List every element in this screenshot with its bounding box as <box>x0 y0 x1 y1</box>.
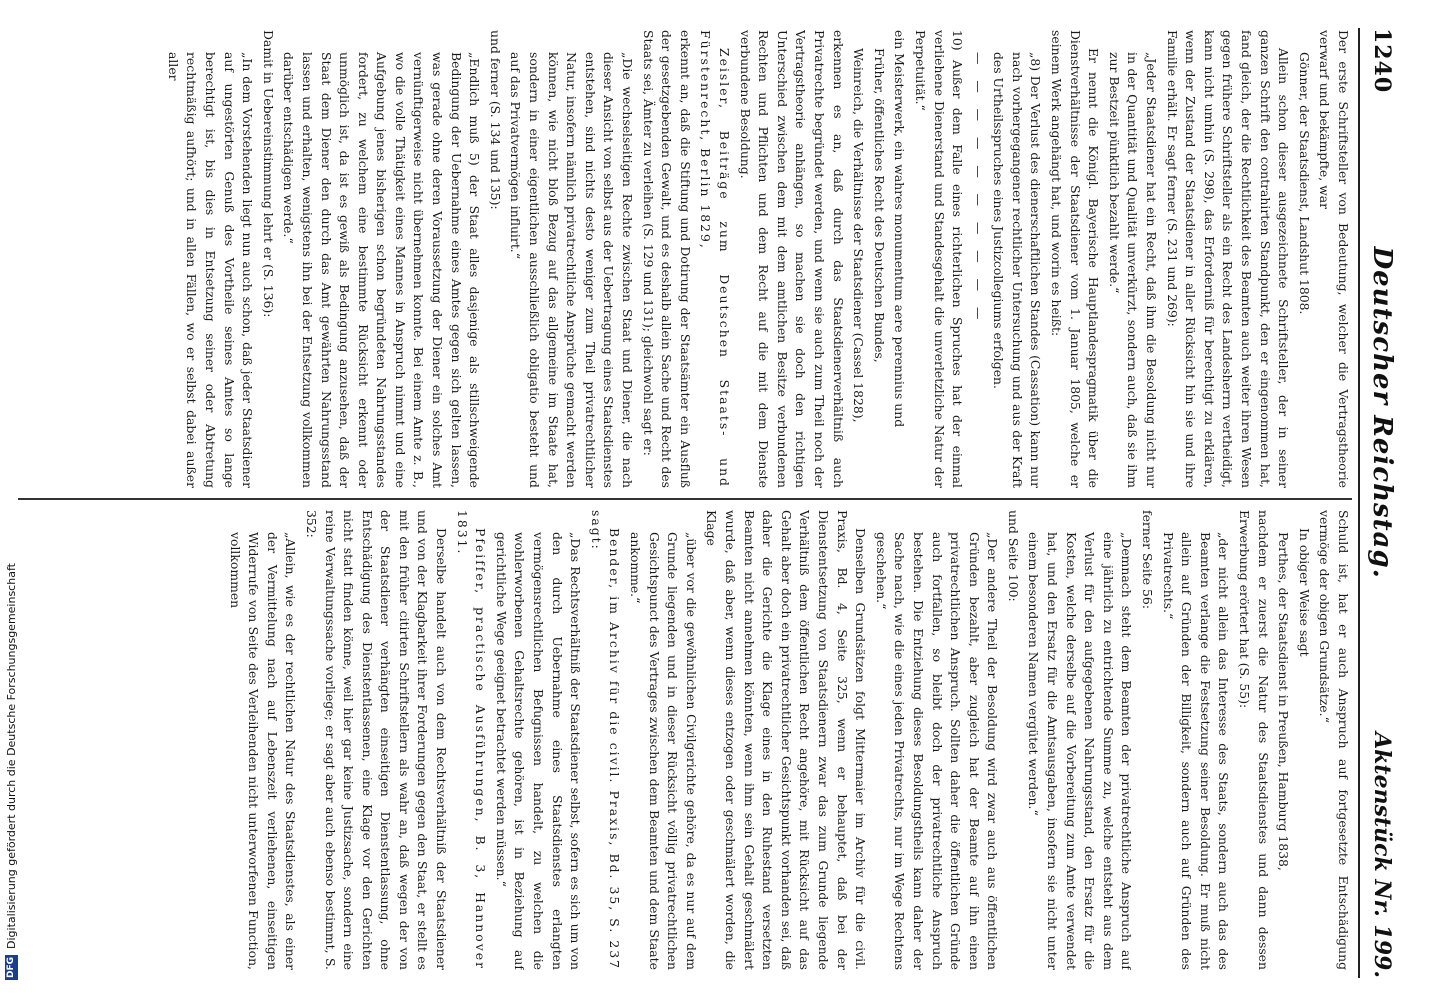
paragraph: Bender, im Archiv für die civil. Praxis, Bd. 35, S. 237 sagt: <box>588 510 623 970</box>
page-header <box>1362 28 1402 978</box>
header-rule <box>1358 28 1360 978</box>
masthead-title: Deutscher Reichstag. <box>1367 246 1397 579</box>
left-column <box>18 30 1352 488</box>
paragraph: erkennt an, daß die Stiftung und Dotirung der Staatsämter ein Ausfluß der gesetzgebenden Gewalt, und es deshalb allein Sache und Recht des Staats sei, Ämter zu verleihen (S. 129 und 131); gleichwohl sagt er: <box>640 30 693 488</box>
paragraph: erkennen es an, daß durch das Staatsdienerverhältniß auch Privatrechte begründet werden, und wenn sie auch zum Theil noch der Vertragstheorie anhängen, so machen sie doch den richtigen Unterschied zwischen dem mit dem amtlichen Besitze verbundenen Rechten und Pflichten und dem Recht auf die mit dem Dienste verbundene Besoldung. <box>737 30 846 488</box>
paragraph: ferner Seite 56: <box>1140 510 1156 609</box>
paragraph: Zeisler, Beiträge zum Deutschen Staats- und Fürstenrecht, Berlin 1829, <box>698 30 732 488</box>
credit-text: Digitalisierung gefördert durch die Deutsche Forschungsgemeinschaft <box>4 563 18 949</box>
paragraph: nachdem er zuerst die Natur des Staatsdienstes und dann dessen Erwerbung erörtert hat (S. 55): <box>1237 510 1271 970</box>
paragraph: „In dem Vorstehenden liegt nun auch schon, daß jeder Staatsdiener auf ungestörten Genuß des Vortheile seines Amtes so lange berechtigt ist, bis dies in Entsetzung seiner oder Abtretung rechtmäßig aufhört; und in allen Fällen, wo er selbst dabei außer aller <box>165 52 256 488</box>
paragraph: ein Meisterwerk, ein wahres monumentum aere perennius und <box>892 30 908 428</box>
paragraph: Damit in Uebereinstimmung lehrt er (S. 136): <box>260 30 276 318</box>
paragraph: Schuld ist, hat er auch Anspruch auf fortgesetzte Entschädigung vermöge der obigen Grundsätze.“ <box>1317 510 1351 970</box>
paragraph: „Der andere Theil der Besoldung wird zwar auch aus öffentlichen Gründen bezahlt, aber zugleich hat der Beamte auf ihn einen privatrechtlichen Anspruch. Sollten daher die öffentlichen Gründe auch fortfallen, so bleibt doch der privatrechtliche Anspruch bestehen. Die Entziehung dieses Besoldungstheils kann daher der Sache nach, wie die eines jeden Privatrechts, nur im Wege Rechtens geschehen.“ <box>873 532 1001 970</box>
paragraph: In obiger Weise sagt <box>1296 528 1312 657</box>
paragraph: und ferner (S. 134 und 135): <box>487 30 503 210</box>
paragraph: „Demnach steht dem Beamten der privatrechtliche Anspruch auf eine jährlich zu entrichtende Summe zu, welche entsteht aus dem Verlust für den aufgegebenen Nahrungsstand, den Ersatz für die Kosten, welche derselbe auf die Vorbereitung zum Amte verwendet hat, und den Ersatz für die Amtsausgaben, insofern sie nicht unter einem besonderen Namen vergütet werden.“ <box>1026 532 1135 970</box>
paragraph: „Die wechselseitigen Rechte zwischen Staat und Diener, die nach dieser Ansicht von selbst aus der Uebertragung eines Staatsdienstes entstehen, sind nichts desto weniger zum Theil privatrechtlicher Natur, insofern nämlich privatrechtliche Ansprüche gemacht werden können, wie nicht bloß Bezug auf das allgemeine im Staate hat, sondern in einer eigentlichen ausschließlich obligatio besteht und auf das Privatvermögen influirt.“ <box>508 52 636 488</box>
paragraph: Weinreich, die Verhältnisse der Staatsdiener (Cassel 1828), <box>851 48 867 423</box>
paragraph: Er nennt die Königl. Bayerische Hauptlandespragmatik über die Dienstverhältnisse der Staatsdiener vom 1. Januar 1805, welche er seinem Werk angehängt hat, und worin es heißt: <box>1049 30 1102 488</box>
issue-number: Aktenstück Nr. 199. <box>1369 732 1395 978</box>
paragraph: „über vor die gewöhnlichen Civilgerichte gehöre, da es nur auf dem Grunde liegenden und in dieser Rücksicht völlig privatrechtlichen Gesichtspunct des Vertrages zwischen dem Beamten und dem Staate ankomme.“ <box>628 532 699 970</box>
digitization-credit <box>0 0 22 1000</box>
paragraph: Pfeiffer, practische Ausführungen, B. 3, Hannover 1831. <box>454 510 489 970</box>
paragraph: Perthes, der Staatsdienst in Preußen, Hamburg 1838, <box>1276 532 1292 871</box>
paragraph: Derselbe handelt auch von dem Rechtsverhältniß der Staatsdiener und von der Klagbarkeit ihrer Forderungen gegen den Staat, er stellt es mit den früher citirten Schriftstellern als wahr an, daß wegen der von der Staatsdiener verhängten einseitigen Dienstentlassung, ohne Entschädigung des Dienstentlassenen, eine Klage vor den Gerichten nicht statt finden könne, weil hier gar keine Justizsache, sondern eine reine Verwaltungssache vorliege; er sagt aber auch ebenso bestimmt, S. 352: <box>303 510 450 970</box>
page-number: 1240 <box>1369 28 1395 94</box>
dfg-logo: DFG <box>5 956 16 978</box>
paragraph: „8) Der Verlust des dienerschaftlichen Standes (Cassation) kann nur nach vorhergegangener rechtlicher Untersuchung und aus der Kraft des Urtheilsspruches eines Justizcollegiums erfolgen. <box>991 52 1044 488</box>
paragraph: — — — — — — — — — — <box>970 52 986 326</box>
paragraph: Denselben Grundsätzen folgt Mittermaier im Archiv für die civil. Praxis, Bd. 4, Seite 325, wenn er behauptet, daß bei der Dienstentsetzung von Staatsdienern zwar das zum Grunde liegende Verhältniß dem öffentlichen Recht angehöre, mit Rücksicht auf das Gehalt aber doch ein privatrechtlicher Gesichtspunkt vorhanden sei, daß daher die Gerichte die Klage eines in den Ruhestand versetzten Beamten nicht annehmen könnten, wenn ihm sein Gehalt geschmälert wurde, daß aber, wenn dieses entzogen oder geschmälert worden, die Klage <box>704 510 869 970</box>
paragraph: Früher, öffentliches Recht des Deutschen Bundes, <box>871 48 887 363</box>
right-column <box>18 510 1352 970</box>
paragraph: Allein schon dieser ausgezeichnete Schriftsteller, der in seiner ganzen Schrift den contrahirten Standpunkt, den er eingenommen hat, fand gleich, der die Rechtlichkeit des Beamten auch weiter ihren Wesen gegen frühere Schriftsteller als ein Recht des Landesherrn vertheidigt, kann nicht umhin (S. 298), das Erforderniß für berechtigt zu erklären, wenn der Zustand der Staatsdiener in aller Rücksicht hin sie und ihre Familie erhält. Er sagt ferner (S. 231 und 269): <box>1164 30 1292 488</box>
paragraph: „Jeder Staatsdiener hat ein Recht, daß ihm die Besoldung nicht nur in der Quantität und Qualität unverkürzt, sondern auch, daß sie ihm zur Bestzeit pünktlich bezahlt werde.“ <box>1106 52 1160 488</box>
paragraph: „der nicht allein das Interesse des Staats, sondern auch das des Beamten verlange die Festsetzung seiner Besoldung. Er muß nicht allein auf Gründen der Billigkeit, sondern auch auf Gründen des Privatrechts.“ <box>1160 532 1232 970</box>
paragraph: und Seite 100: <box>1005 510 1021 602</box>
paragraph: „Allein, wie es der rechtlichen Natur des Staatsdienstes, als einer der Vermittelung nach auf Lebenszeit verliehenen, einseitigen Widerrufe von Seite des Verleihenden nicht unterworfenen Function, vollkommen <box>227 532 299 970</box>
paragraph: „Endlich muß 5) der Staat alles dasjenige als stillschweigende Bedingung der Uebernahme eines Amtes gegen sich gelten lassen, was gerade ohne deren Voraussetzung der Diener ein solches Amt vernünftigerweise nicht übernehmen konnte. Bei einem Amte z. B., wo die volle Thätigkeit eines Mannes in Anspruch nimmt und eine Aufgebung jenes bisherigen schon begründeten Nahrungsstandes fordert, zu welchem eine bestimmte Rücksicht erkennt oder unmöglich ist, da ist es gewiß als Bedingung anzusehen, daß der Staat dem Diener den durch das Amt gewährten Nahrungsstand lassen und erhalten, wenigstens ihn bei der Entsetzung vollkommen darüber entschädigen werde.“ <box>281 52 483 488</box>
paragraph: 10) Außer dem Falle eines richterlichen Spruches hat der einmal verliehene Dienerstand und Standesgehalt die unverletzliche Natur der Perpetuität.“ <box>912 30 966 488</box>
paragraph: „Das Rechtsverhältniß der Staatsdiener selbst, sofern es sich um von den durch Uebernahme eines Staatsdienstes erlangten vermögensrechtlichen Befugnissen handelt, zu welchen die wohlerworbenen Gehaltsrechte gehören, ist in Beziehung auf gerichtliche Wege geeignet betrachtet werden müssen.“ <box>493 532 584 970</box>
paragraph: Der erste Schriftsteller von Bedeutung, welcher die Vertragstheorie verwarf und bekämpfte, war <box>1317 30 1351 488</box>
paragraph: Gönner, der Staatsdienst, Landshut 1808. <box>1296 52 1312 315</box>
column-divider <box>18 498 1352 500</box>
